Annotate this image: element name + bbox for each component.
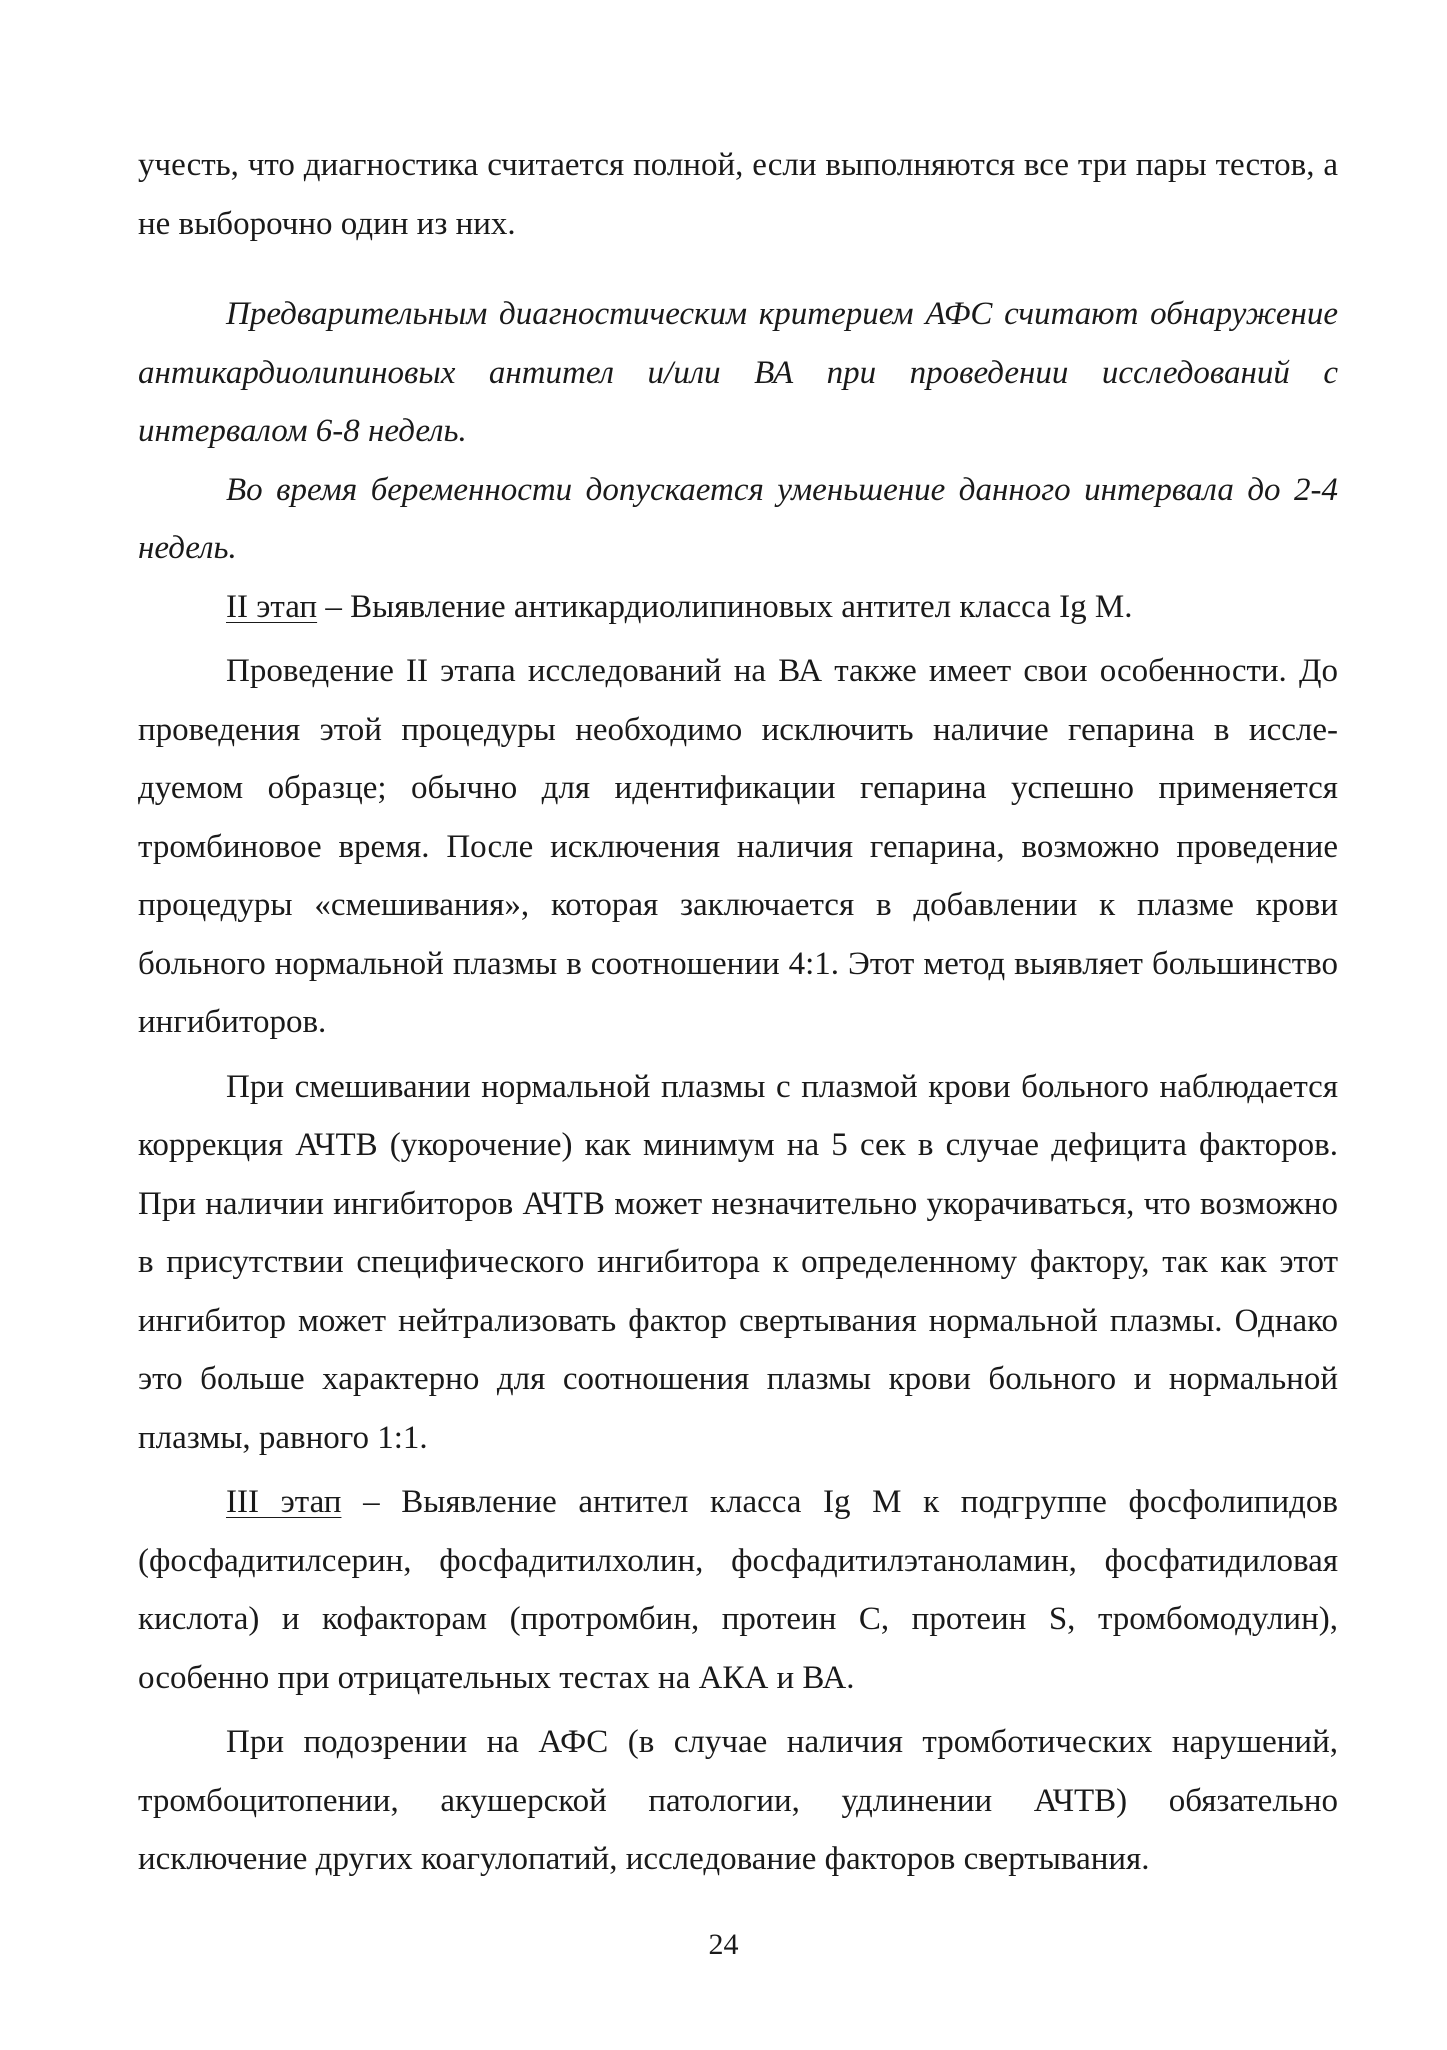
paragraph-preliminary-criterion: Предварительным диагностическим критерием АФС считают обнаружение антикардиолипиновых антител и/или ВА при проведении исследований с интервалом 6-8 недель. bbox=[138, 296, 1338, 449]
paragraph-afs-suspicion: При подозрении на АФС (в случае наличия тромботических нарушений, тромбоцитопении, акушерской патологии, удлинении АЧТВ) обязательно исключение других коагулопатий, исследование факторов свертывания. bbox=[138, 1724, 1338, 1877]
paragraph-stage-two-procedure: Проведение II этапа исследований на ВА также имеет свои особенности. До проведения этой процедуры необходимо исключить наличие гепарина в исследуемом образце; обычно для идентификации гепарина успешно применяется тромбиновое время. После исключения наличия гепарина, возможно проведение процедуры «смешивания», которая заключается в добавлении к плазме крови больного нормальной плазмы в соотношении 4:1. Этот метод выявляет большинство ингибиторов. bbox=[138, 653, 1338, 1040]
document-page bbox=[138, 136, 1338, 1889]
paragraph-stage-two-heading bbox=[138, 578, 1338, 637]
paragraph-continuation: учесть, что диагностика считается полной, если выполняются все три пары тестов, а не выборочно один из них. bbox=[138, 147, 1338, 242]
stage-three-text: – Выявление антител класса Ig M к подгруппе фосфолипидов (фосфадитилсерин, фосфадитилхолин, фосфадитилэтаноламин, фосфатидиловая кислота) и кофакторам (протромбин, протеин С, протеин S, тромбомодулин), особенно при отрицательных тестах на АКА и ВА. bbox=[138, 1484, 1338, 1696]
stage-three-label: III этап bbox=[226, 1484, 342, 1520]
paragraph-pregnancy-interval: Во время беременности допускается уменьшение данного интервала до 2-4 недель. bbox=[138, 471, 1338, 566]
stage-two-text: – Выявление антикардиолипиновых антител класса Ig M. bbox=[317, 588, 1133, 625]
paragraph-stage-three bbox=[138, 1473, 1338, 1707]
paragraph-mixing-correction: При смешивании нормальной плазмы с плазмой крови больного наблюдается коррекция АЧТВ (укорочение) как минимум на 5 сек в случае дефицита факторов. При наличии ингибиторов АЧТВ может незначительно укорачиваться, что возможно в присутствии специфического ингибитора к определенному фактору, так как этот ингибитор может нейтрализовать фактор свертывания нормальной плазмы. Однако это больше характерно для соотношения плазмы крови больного и нормальной плазмы, равного 1:1. bbox=[138, 1068, 1338, 1456]
page-number: 24 bbox=[708, 1928, 739, 1961]
stage-two-label: II этап bbox=[226, 588, 318, 625]
